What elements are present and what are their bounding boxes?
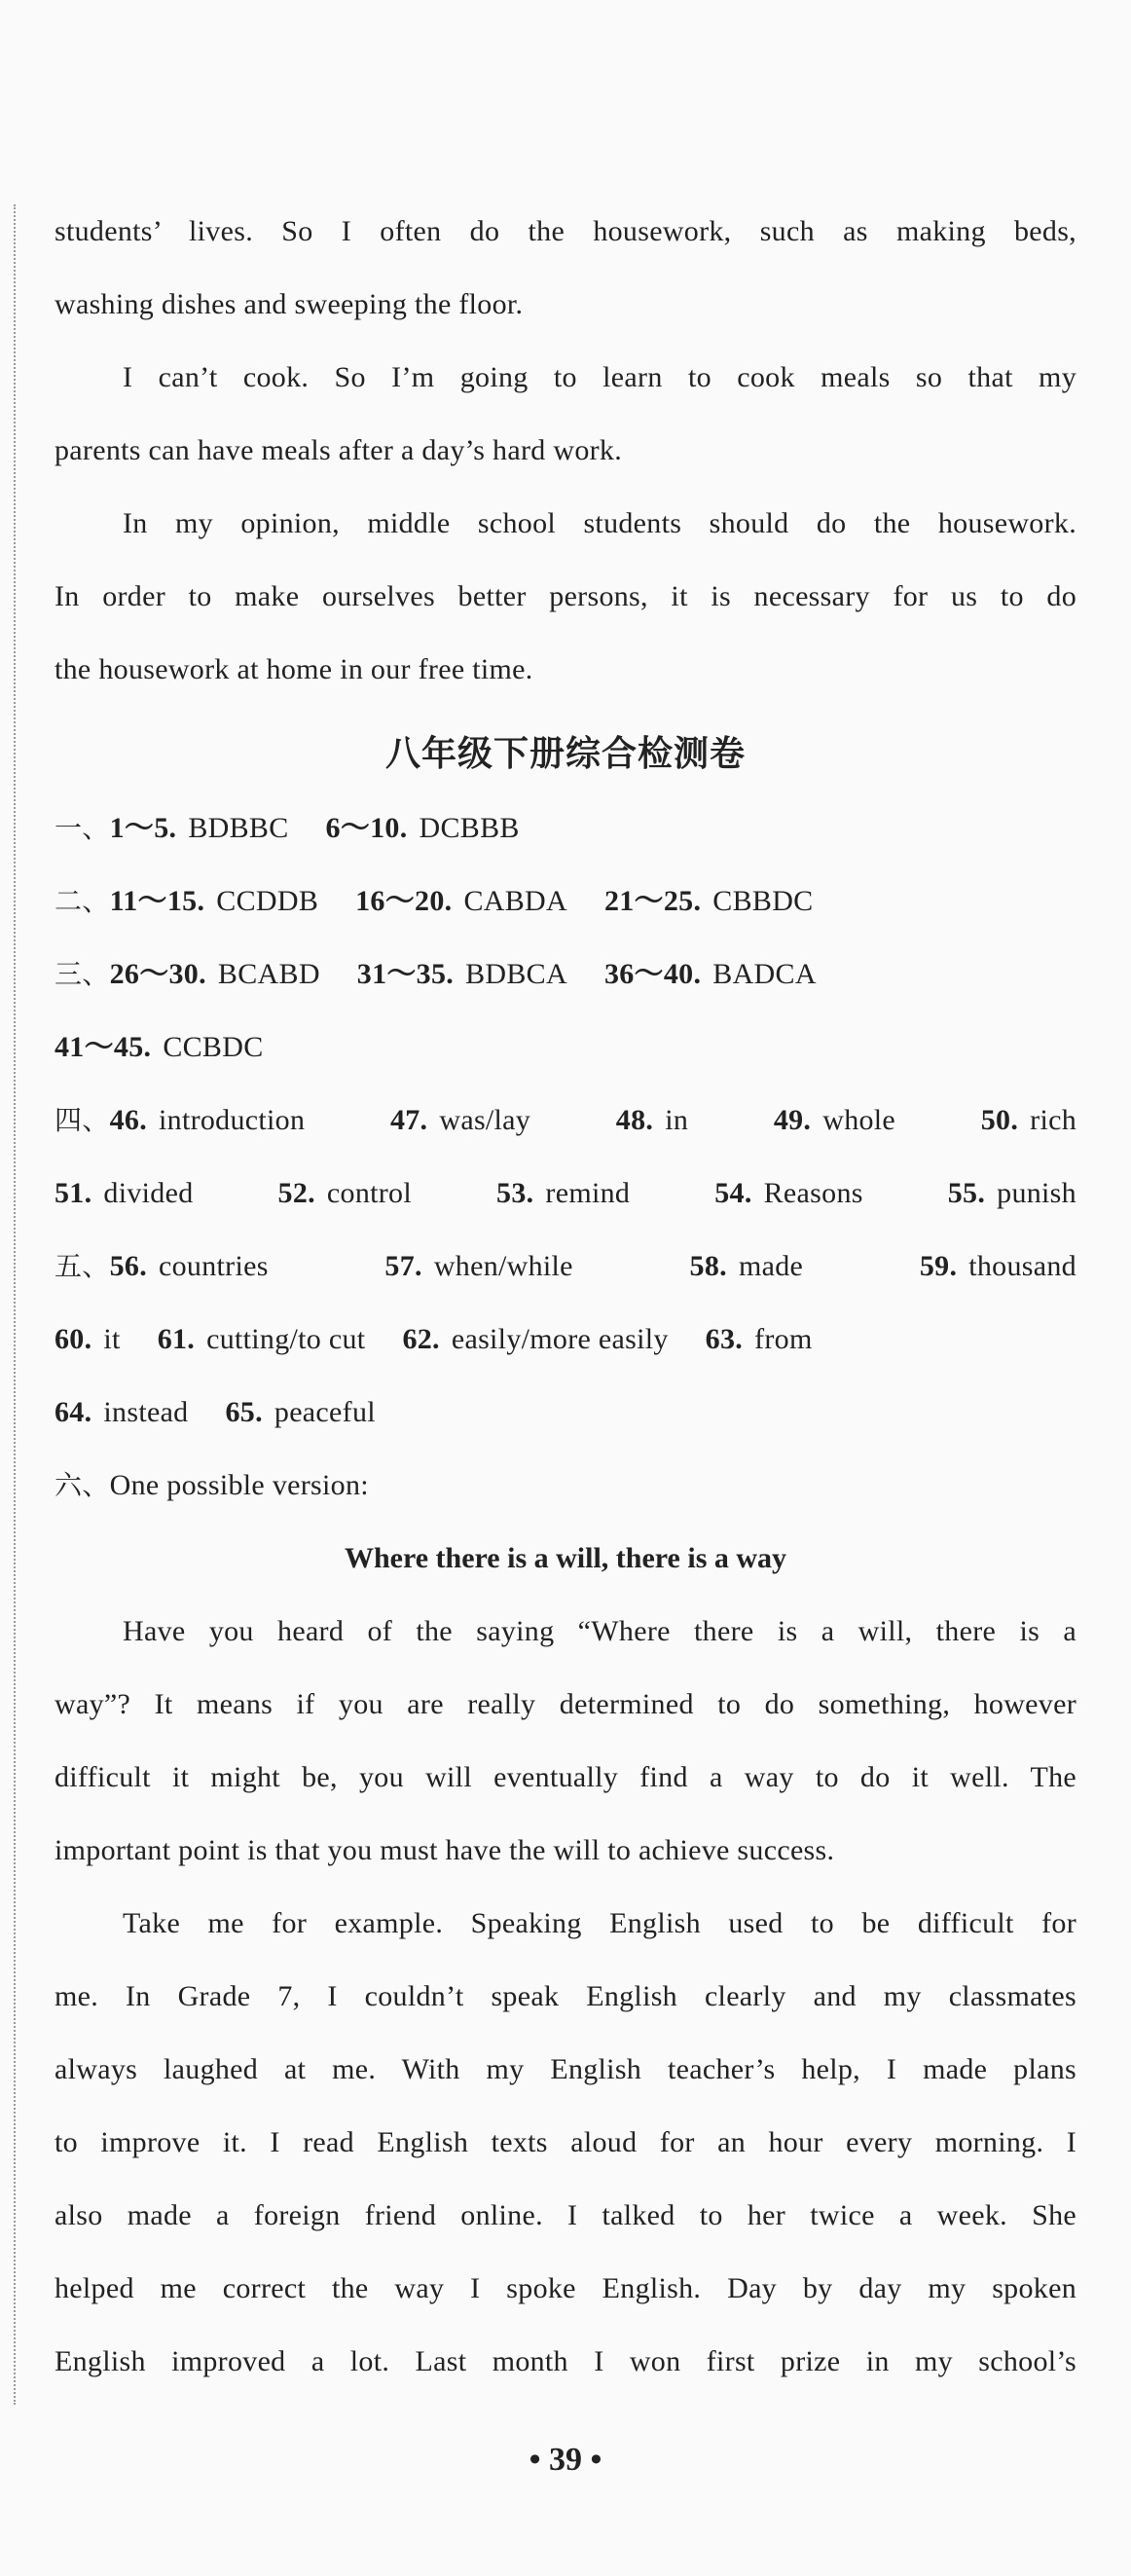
answer-line-part3 <box>55 947 1076 1020</box>
answer-line-part5-cont <box>55 1312 1076 1385</box>
question-number: 11～15. <box>109 885 205 917</box>
answer-item <box>110 801 289 856</box>
part-prefix: 三、 <box>55 958 110 990</box>
essay-line: difficult it might be, you will eventually find a way to do it well. The <box>55 1761 1076 1793</box>
answer-line-part5-end <box>55 1385 1076 1458</box>
question-number: 52. <box>277 1177 315 1209</box>
answer-item <box>110 947 320 1002</box>
answer-value: BDBBC <box>188 812 289 844</box>
question-number: 26～30. <box>109 958 206 990</box>
question-number: 41～45. <box>55 1031 152 1063</box>
answer-value: BADCA <box>712 958 817 990</box>
answer-value: control <box>326 1177 412 1209</box>
answer-item <box>55 1385 188 1440</box>
question-number: 50. <box>980 1104 1019 1136</box>
question-number: 55. <box>947 1177 986 1209</box>
part-prefix: 四、 <box>55 1104 110 1136</box>
answer-item <box>55 1312 121 1367</box>
question-number: 36～40. <box>603 958 702 990</box>
answer-line-part2 <box>55 874 1076 947</box>
answer-item <box>355 874 567 929</box>
question-number: 58. <box>689 1250 727 1282</box>
part-prefix: 五、 <box>55 1250 110 1282</box>
answer-line-part4 <box>55 1093 1076 1166</box>
answer-value: rich <box>1030 1104 1076 1136</box>
part-prefix: 一、 <box>55 812 110 844</box>
answer-value: BCABD <box>217 958 320 990</box>
answer-value: CCBDC <box>163 1031 264 1063</box>
answer-item <box>604 874 814 929</box>
part6-text: One possible version: <box>109 1469 369 1501</box>
margin-dotted-rule <box>14 204 16 2405</box>
answer-item <box>690 1239 804 1312</box>
answer-item <box>55 1020 264 1075</box>
question-number: 53. <box>496 1177 534 1209</box>
answer-item <box>55 1166 194 1239</box>
essay-line: important point is that you must have the will to achieve success. <box>55 1834 835 1866</box>
essay-line: Take me for example. Speaking English used to be difficult for <box>123 1907 1076 1939</box>
intro-line: In order to make ourselves better persons, it is necessary for us to do <box>55 580 1076 612</box>
answer-value: punish <box>997 1177 1076 1209</box>
answer-value: CCDDB <box>216 885 319 917</box>
answer-value: CABDA <box>463 885 567 917</box>
answer-item <box>948 1166 1076 1239</box>
answer-value: from <box>754 1323 813 1355</box>
part-prefix: 六、 <box>55 1469 110 1501</box>
answer-item <box>402 1312 668 1367</box>
question-number: 1～5. <box>109 812 177 844</box>
answer-item <box>920 1239 1076 1312</box>
answer-value: divided <box>103 1177 194 1209</box>
answer-item <box>390 1093 530 1166</box>
answer-item <box>55 1093 305 1166</box>
answer-item <box>278 1166 412 1239</box>
question-number: 16～20. <box>355 885 453 917</box>
question-number: 6～10. <box>325 812 408 844</box>
answer-value: countries <box>159 1250 269 1282</box>
answer-value: instead <box>103 1396 189 1428</box>
question-number: 62. <box>402 1323 440 1355</box>
answer-item <box>714 1166 863 1239</box>
answer-value: easily/more easily <box>451 1323 669 1355</box>
essay-line: Have you heard of the saying “Where there is a will, there is a <box>123 1615 1076 1647</box>
essay-line: way”? It means if you are really determined to do something, however <box>55 1688 1076 1720</box>
answer-value: introduction <box>159 1104 306 1136</box>
question-number: 60. <box>55 1323 92 1355</box>
page-number: • 39 • <box>529 2442 602 2478</box>
intro-line: washing dishes and sweeping the floor. <box>55 288 524 320</box>
answer-value: cutting/to cut <box>206 1323 366 1355</box>
answer-value: BDBCA <box>465 958 567 990</box>
page-content <box>55 204 1076 2408</box>
essay-line: helped me correct the way I spoke English. Day by day my spoken <box>55 2272 1076 2304</box>
intro-line: In my opinion, middle school students should do the housework. <box>123 507 1076 539</box>
answer-item <box>357 947 567 1002</box>
answer-item <box>496 1166 630 1239</box>
question-number: 54. <box>714 1177 752 1209</box>
answer-value: was/lay <box>439 1104 531 1136</box>
answer-item <box>326 801 520 856</box>
answer-item <box>774 1093 895 1166</box>
answer-value: DCBBB <box>419 812 520 844</box>
essay-line: English improved a lot. Last month I won first prize in my school’s <box>55 2345 1076 2377</box>
question-number: 64. <box>55 1396 92 1428</box>
question-number: 21～25. <box>603 885 702 917</box>
intro-line: the housework at home in our free time. <box>55 653 533 685</box>
answer-line-part1 <box>55 801 1076 874</box>
essay-line: always laughed at me. With my English teacher’s help, I made plans <box>55 2053 1076 2085</box>
answer-line-part6 <box>55 1458 1076 1531</box>
question-number: 56. <box>109 1250 148 1282</box>
answer-value: thousand <box>968 1250 1076 1282</box>
essay-line: to improve it. I read English texts aloud for an hour every morning. I <box>55 2126 1076 2158</box>
answer-value: when/while <box>433 1250 573 1282</box>
answer-line-part4-cont <box>55 1166 1076 1239</box>
answer-value: peaceful <box>274 1396 376 1428</box>
question-number: 51. <box>55 1177 92 1209</box>
answer-item <box>225 1385 375 1440</box>
essay-line: me. In Grade 7, I couldn’t speak English clearly and my classmates <box>55 1980 1076 2012</box>
question-number: 61. <box>157 1323 196 1355</box>
answer-item <box>616 1093 688 1166</box>
question-number: 49. <box>773 1104 812 1136</box>
intro-line: parents can have meals after a day’s hard work. <box>55 434 623 466</box>
question-number: 65. <box>225 1396 263 1428</box>
question-number: 46. <box>109 1104 148 1136</box>
answer-item <box>110 874 319 929</box>
intro-line: I can’t cook. So I’m going to learn to cook meals so that my <box>123 361 1076 393</box>
answer-value: Reasons <box>763 1177 863 1209</box>
question-number: 48. <box>615 1104 654 1136</box>
answer-item <box>55 1239 269 1312</box>
question-number: 59. <box>919 1250 958 1282</box>
answer-item <box>981 1093 1076 1166</box>
question-number: 63. <box>705 1323 744 1355</box>
essay-line: also made a foreign friend online. I talked to her twice a week. She <box>55 2199 1076 2231</box>
answer-value: made <box>738 1250 804 1282</box>
question-number: 47. <box>389 1104 428 1136</box>
answer-item <box>158 1312 366 1367</box>
answer-value: in <box>665 1104 689 1136</box>
answer-value: CBBDC <box>712 885 814 917</box>
part-prefix: 二、 <box>55 885 110 917</box>
essay-title: Where there is a will, there is a way <box>344 1542 787 1574</box>
answer-item <box>706 1312 813 1367</box>
question-number: 57. <box>384 1250 422 1282</box>
answer-line-part5 <box>55 1239 1076 1312</box>
question-number: 31～35. <box>356 958 455 990</box>
answer-line-part3-cont <box>55 1020 1076 1093</box>
answer-value: it <box>103 1323 121 1355</box>
answer-value: whole <box>822 1104 896 1136</box>
section-title: 八年级下册综合检测卷 <box>384 734 746 774</box>
intro-line: students’ lives. So I often do the housework, such as making beds, <box>55 215 1076 247</box>
answer-item <box>604 947 817 1002</box>
answer-value: remind <box>545 1177 631 1209</box>
answer-item <box>384 1239 572 1312</box>
